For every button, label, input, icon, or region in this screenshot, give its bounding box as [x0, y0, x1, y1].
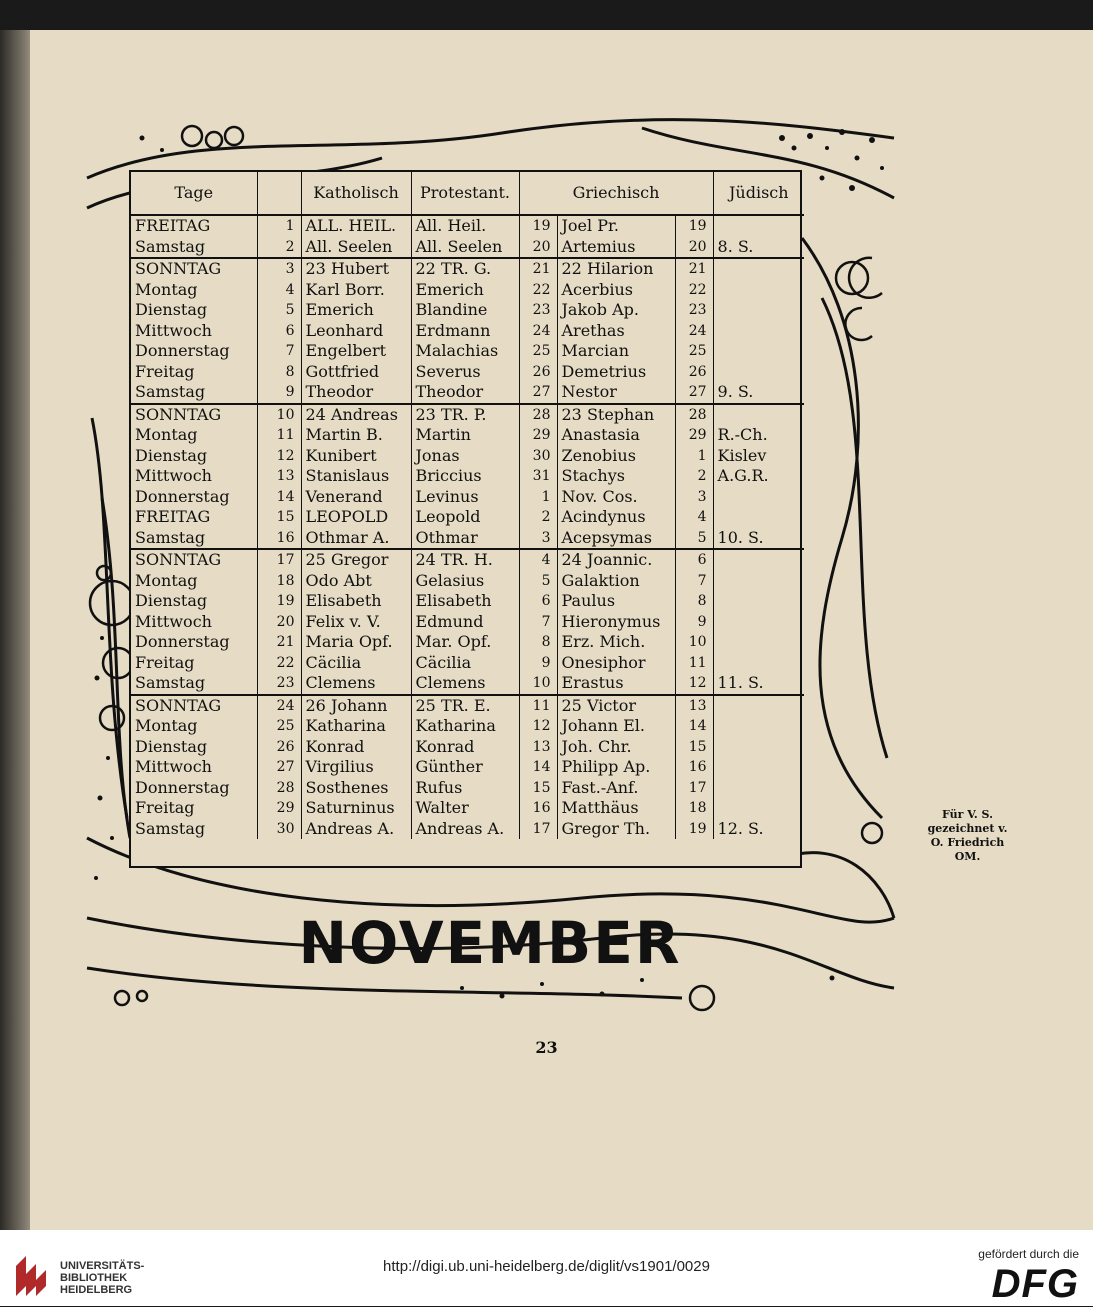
day-number: 7	[257, 341, 301, 362]
greek-saint: Acepsymas	[557, 528, 675, 550]
day-number: 15	[257, 507, 301, 528]
jewish-note	[713, 280, 804, 301]
day-name: Freitag	[135, 652, 195, 672]
table-row	[131, 215, 804, 237]
greek-date: 16	[519, 798, 557, 819]
table-row	[131, 798, 804, 819]
jewish-note	[713, 341, 804, 362]
day-name: Donnerstag	[135, 777, 230, 797]
day-number: 5	[257, 300, 301, 321]
greek-saint: Acerbius	[557, 280, 675, 301]
jewish-note: Kislev	[713, 446, 804, 467]
header-juedisch: Jüdisch	[713, 172, 804, 215]
greek-date: 4	[519, 549, 557, 571]
table-row	[131, 695, 804, 717]
jewish-note	[713, 549, 804, 571]
jewish-note	[713, 695, 804, 717]
protestant-saint: Martin	[411, 425, 519, 446]
greek-date: 23	[519, 300, 557, 321]
jewish-date: 3	[675, 487, 713, 508]
day-name: SONNTAG	[131, 695, 257, 717]
day-name: Mittwoch	[135, 320, 212, 340]
greek-saint: Arethas	[557, 321, 675, 342]
protestant-saint: Konrad	[411, 737, 519, 758]
day-name: Dienstag	[135, 591, 208, 611]
table-row	[131, 612, 804, 633]
jewish-date: 12	[675, 673, 713, 695]
table-row	[131, 757, 804, 778]
day-name: SONNTAG	[131, 549, 257, 571]
day-name: SONNTAG	[131, 404, 257, 426]
greek-saint: Marcian	[557, 341, 675, 362]
jewish-date: 23	[675, 300, 713, 321]
greek-date: 24	[519, 321, 557, 342]
table-row	[131, 653, 804, 674]
jewish-date: 17	[675, 778, 713, 799]
jewish-date: 19	[675, 215, 713, 237]
greek-date: 26	[519, 362, 557, 383]
credit-line: OM.	[954, 850, 981, 863]
day-name: Samstag	[135, 673, 206, 693]
katholisch-saint: Felix v. V.	[301, 612, 411, 633]
jewish-date: 26	[675, 362, 713, 383]
table-row	[131, 549, 804, 571]
protestant-saint: Clemens	[411, 673, 519, 695]
day-number: 2	[257, 237, 301, 259]
jewish-note	[713, 653, 804, 674]
greek-date: 3	[519, 528, 557, 550]
jewish-date: 22	[675, 280, 713, 301]
jewish-note	[713, 404, 804, 426]
jewish-date: 4	[675, 507, 713, 528]
greek-date: 9	[519, 653, 557, 674]
table-row	[131, 425, 804, 446]
day-name: Montag	[135, 425, 198, 445]
greek-date: 17	[519, 819, 557, 840]
jewish-note: 11. S.	[713, 673, 804, 695]
table-row	[131, 446, 804, 467]
katholisch-saint: Saturninus	[301, 798, 411, 819]
jewish-note	[713, 757, 804, 778]
day-name: Dienstag	[135, 445, 208, 465]
greek-saint: Matthäus	[557, 798, 675, 819]
permalink-url[interactable]: http://digi.ub.uni-heidelberg.de/diglit/vs1901/0029	[383, 1258, 710, 1275]
page-number: 23	[535, 1038, 558, 1057]
katholisch-saint: Maria Opf.	[301, 632, 411, 653]
day-name: Samstag	[135, 382, 206, 402]
day-number: 30	[257, 819, 301, 840]
day-number: 13	[257, 466, 301, 487]
katholisch-saint: Cäcilia	[301, 653, 411, 674]
jewish-date: 10	[675, 632, 713, 653]
day-number: 29	[257, 798, 301, 819]
day-name: SONNTAG	[131, 258, 257, 280]
table-row	[131, 341, 804, 362]
table-row	[131, 528, 804, 550]
day-number: 6	[257, 321, 301, 342]
greek-saint: Erz. Mich.	[557, 632, 675, 653]
greek-date: 27	[519, 382, 557, 404]
day-number: 12	[257, 446, 301, 467]
katholisch-saint: Andreas A.	[301, 819, 411, 840]
jewish-date: 6	[675, 549, 713, 571]
greek-saint: 22 Hilarion	[557, 258, 675, 280]
greek-saint: 23 Stephan	[557, 404, 675, 426]
katholisch-saint: Othmar A.	[301, 528, 411, 550]
jewish-note	[713, 632, 804, 653]
greek-date: 6	[519, 591, 557, 612]
jewish-note: R.-Ch.	[713, 425, 804, 446]
greek-saint: Hieronymus	[557, 612, 675, 633]
protestant-saint: Andreas A.	[411, 819, 519, 840]
jewish-date: 24	[675, 321, 713, 342]
table-row	[131, 466, 804, 487]
katholisch-saint: Engelbert	[301, 341, 411, 362]
day-name: Mittwoch	[135, 466, 212, 486]
protestant-saint: 25 TR. E.	[411, 695, 519, 717]
day-name: Donnerstag	[135, 341, 230, 361]
table-row	[131, 819, 804, 840]
protestant-saint: Rufus	[411, 778, 519, 799]
katholisch-saint: Theodor	[301, 382, 411, 404]
greek-date: 20	[519, 237, 557, 259]
greek-saint: Philipp Ap.	[557, 757, 675, 778]
artist-credit	[915, 808, 1020, 864]
library-line: UNIVERSITÄTS-	[60, 1260, 145, 1272]
jewish-date: 29	[675, 425, 713, 446]
day-number: 23	[257, 673, 301, 695]
viewer-footer	[0, 1230, 1093, 1306]
protestant-saint: Othmar	[411, 528, 519, 550]
day-number: 8	[257, 362, 301, 383]
greek-saint: Johann El.	[557, 716, 675, 737]
day-name: Dienstag	[135, 300, 208, 320]
greek-saint: Acindynus	[557, 507, 675, 528]
protestant-saint: Cäcilia	[411, 653, 519, 674]
table-row	[131, 632, 804, 653]
greek-saint: Gregor Th.	[557, 819, 675, 840]
katholisch-saint: Virgilius	[301, 757, 411, 778]
protestant-saint: Erdmann	[411, 321, 519, 342]
greek-saint: Galaktion	[557, 571, 675, 592]
greek-date: 8	[519, 632, 557, 653]
greek-date: 2	[519, 507, 557, 528]
day-number: 24	[257, 695, 301, 717]
table-row	[131, 280, 804, 301]
jewish-note	[713, 362, 804, 383]
protestant-saint: All. Seelen	[411, 237, 519, 259]
day-name: Samstag	[135, 818, 206, 838]
katholisch-saint: Emerich	[301, 300, 411, 321]
day-number: 17	[257, 549, 301, 571]
jewish-date: 2	[675, 466, 713, 487]
greek-saint: 24 Joannic.	[557, 549, 675, 571]
day-name: Montag	[135, 570, 198, 590]
protestant-saint: Jonas	[411, 446, 519, 467]
protestant-saint: Edmund	[411, 612, 519, 633]
greek-date: 7	[519, 612, 557, 633]
day-name: Samstag	[135, 527, 206, 547]
jewish-note	[713, 778, 804, 799]
day-number: 16	[257, 528, 301, 550]
greek-date: 30	[519, 446, 557, 467]
day-number: 14	[257, 487, 301, 508]
jewish-date: 28	[675, 404, 713, 426]
day-number: 21	[257, 632, 301, 653]
greek-date: 15	[519, 778, 557, 799]
katholisch-saint: 23 Hubert	[301, 258, 411, 280]
greek-saint: Fast.-Anf.	[557, 778, 675, 799]
greek-date: 19	[519, 215, 557, 237]
protestant-saint: Gelasius	[411, 571, 519, 592]
day-number: 20	[257, 612, 301, 633]
katholisch-saint: All. Seelen	[301, 237, 411, 259]
table-row	[131, 321, 804, 342]
jewish-date: 13	[675, 695, 713, 717]
greek-date: 13	[519, 737, 557, 758]
calendar-table	[131, 172, 804, 839]
greek-saint: Stachys	[557, 466, 675, 487]
dfg-logo[interactable]: DFG	[991, 1262, 1079, 1306]
jewish-date: 7	[675, 571, 713, 592]
jewish-note: 10. S.	[713, 528, 804, 550]
header-griechisch: Griechisch	[519, 172, 713, 215]
table-row	[131, 591, 804, 612]
credit-line: gezeichnet v.	[927, 822, 1008, 835]
credit-line: Für V. S.	[942, 808, 993, 821]
greek-saint: Artemius	[557, 237, 675, 259]
day-number: 18	[257, 571, 301, 592]
protestant-saint: 24 TR. H.	[411, 549, 519, 571]
table-row	[131, 300, 804, 321]
library-line: BIBLIOTHEK	[60, 1272, 128, 1284]
jewish-date: 27	[675, 382, 713, 404]
protestant-saint: Mar. Opf.	[411, 632, 519, 653]
jewish-note	[713, 612, 804, 633]
jewish-date: 19	[675, 819, 713, 840]
day-number: 9	[257, 382, 301, 404]
protestant-saint: All. Heil.	[411, 215, 519, 237]
protestant-saint: 22 TR. G.	[411, 258, 519, 280]
jewish-date: 1	[675, 446, 713, 467]
jewish-date: 21	[675, 258, 713, 280]
jewish-note	[713, 571, 804, 592]
greek-date: 25	[519, 341, 557, 362]
greek-saint: Nov. Cos.	[557, 487, 675, 508]
jewish-note	[713, 716, 804, 737]
table-row	[131, 404, 804, 426]
greek-saint: Nestor	[557, 382, 675, 404]
table-row	[131, 778, 804, 799]
day-name: FREITAG	[135, 216, 211, 236]
table-row	[131, 362, 804, 383]
day-name: FREITAG	[135, 507, 211, 527]
katholisch-saint: Karl Borr.	[301, 280, 411, 301]
jewish-note: A.G.R.	[713, 466, 804, 487]
credit-line: O. Friedrich	[930, 836, 1005, 849]
jewish-note	[713, 487, 804, 508]
jewish-date: 11	[675, 653, 713, 674]
day-number: 1	[257, 215, 301, 237]
greek-date: 31	[519, 466, 557, 487]
protestant-saint: Levinus	[411, 487, 519, 508]
day-number: 11	[257, 425, 301, 446]
day-name: Mittwoch	[135, 611, 212, 631]
day-name: Mittwoch	[135, 757, 212, 777]
jewish-note	[713, 591, 804, 612]
greek-date: 21	[519, 258, 557, 280]
header-protestant: Protestant.	[411, 172, 519, 215]
katholisch-saint: Elisabeth	[301, 591, 411, 612]
day-number: 28	[257, 778, 301, 799]
protestant-saint: Katharina	[411, 716, 519, 737]
katholisch-saint: Konrad	[301, 737, 411, 758]
header-tage: Tage	[131, 172, 257, 215]
protestant-saint: 23 TR. P.	[411, 404, 519, 426]
table-row	[131, 507, 804, 528]
katholisch-saint: Katharina	[301, 716, 411, 737]
day-name: Montag	[135, 279, 198, 299]
greek-saint: Joel Pr.	[557, 215, 675, 237]
day-number: 27	[257, 757, 301, 778]
day-name: Montag	[135, 716, 198, 736]
protestant-saint: Theodor	[411, 382, 519, 404]
jewish-date: 25	[675, 341, 713, 362]
greek-saint: Onesiphor	[557, 653, 675, 674]
day-name: Freitag	[135, 798, 195, 818]
table-row	[131, 716, 804, 737]
protestant-saint: Leopold	[411, 507, 519, 528]
protestant-saint: Blandine	[411, 300, 519, 321]
day-name: Samstag	[135, 236, 206, 256]
header-spacer	[257, 172, 301, 215]
day-name: Donnerstag	[135, 486, 230, 506]
greek-date: 12	[519, 716, 557, 737]
table-row	[131, 571, 804, 592]
day-number: 3	[257, 258, 301, 280]
katholisch-saint: Odo Abt	[301, 571, 411, 592]
protestant-saint: Walter	[411, 798, 519, 819]
greek-date: 22	[519, 280, 557, 301]
katholisch-saint: 26 Johann	[301, 695, 411, 717]
day-number: 22	[257, 653, 301, 674]
greek-date: 1	[519, 487, 557, 508]
jewish-date: 16	[675, 757, 713, 778]
table-row	[131, 258, 804, 280]
jewish-date: 18	[675, 798, 713, 819]
calendar-body	[131, 215, 804, 839]
protestant-saint: Malachias	[411, 341, 519, 362]
jewish-note	[713, 507, 804, 528]
katholisch-saint: Clemens	[301, 673, 411, 695]
katholisch-saint: Leonhard	[301, 321, 411, 342]
katholisch-saint: Martin B.	[301, 425, 411, 446]
jewish-note	[713, 215, 804, 237]
katholisch-saint: Venerand	[301, 487, 411, 508]
table-row	[131, 382, 804, 404]
protestant-saint: Briccius	[411, 466, 519, 487]
jewish-date: 15	[675, 737, 713, 758]
calendar-table-frame	[129, 170, 802, 868]
protestant-saint: Severus	[411, 362, 519, 383]
day-name: Donnerstag	[135, 632, 230, 652]
day-number: 25	[257, 716, 301, 737]
greek-date: 5	[519, 571, 557, 592]
katholisch-saint: Sosthenes	[301, 778, 411, 799]
katholisch-saint: Gottfried	[301, 362, 411, 383]
funded-by-label: gefördert durch die	[978, 1247, 1079, 1261]
greek-saint: 25 Victor	[557, 695, 675, 717]
protestant-saint: Emerich	[411, 280, 519, 301]
jewish-date: 8	[675, 591, 713, 612]
jewish-note: 9. S.	[713, 382, 804, 404]
protestant-saint: Elisabeth	[411, 591, 519, 612]
greek-saint: Anastasia	[557, 425, 675, 446]
jewish-note	[713, 798, 804, 819]
greek-date: 29	[519, 425, 557, 446]
katholisch-saint: 25 Gregor	[301, 549, 411, 571]
greek-saint: Paulus	[557, 591, 675, 612]
katholisch-saint: ALL. HEIL.	[301, 215, 411, 237]
day-number: 19	[257, 591, 301, 612]
katholisch-saint: Stanislaus	[301, 466, 411, 487]
katholisch-saint: Kunibert	[301, 446, 411, 467]
library-line: HEIDELBERG	[60, 1284, 133, 1296]
greek-date: 11	[519, 695, 557, 717]
header-row	[131, 172, 804, 215]
jewish-note	[713, 300, 804, 321]
jewish-date: 9	[675, 612, 713, 633]
jewish-date: 14	[675, 716, 713, 737]
jewish-note	[713, 258, 804, 280]
jewish-date: 5	[675, 528, 713, 550]
greek-saint: Erastus	[557, 673, 675, 695]
katholisch-saint: 24 Andreas	[301, 404, 411, 426]
jewish-note	[713, 321, 804, 342]
table-row	[131, 237, 804, 259]
greek-saint: Zenobius	[557, 446, 675, 467]
jewish-note: 12. S.	[713, 819, 804, 840]
jewish-note	[713, 737, 804, 758]
greek-saint: Joh. Chr.	[557, 737, 675, 758]
jewish-note: 8. S.	[713, 237, 804, 259]
day-number: 4	[257, 280, 301, 301]
table-row	[131, 487, 804, 508]
header-katholisch: Katholisch	[301, 172, 411, 215]
protestant-saint: Günther	[411, 757, 519, 778]
month-title: NOVEMBER	[298, 909, 682, 977]
table-row	[131, 673, 804, 695]
day-name: Dienstag	[135, 736, 208, 756]
greek-saint: Demetrius	[557, 362, 675, 383]
katholisch-saint: LEOPOLD	[301, 507, 411, 528]
greek-date: 10	[519, 673, 557, 695]
day-name: Freitag	[135, 361, 195, 381]
greek-saint: Jakob Ap.	[557, 300, 675, 321]
day-number: 10	[257, 404, 301, 426]
day-number: 26	[257, 737, 301, 758]
greek-date: 28	[519, 404, 557, 426]
table-row	[131, 737, 804, 758]
greek-date: 14	[519, 757, 557, 778]
jewish-date: 20	[675, 237, 713, 259]
